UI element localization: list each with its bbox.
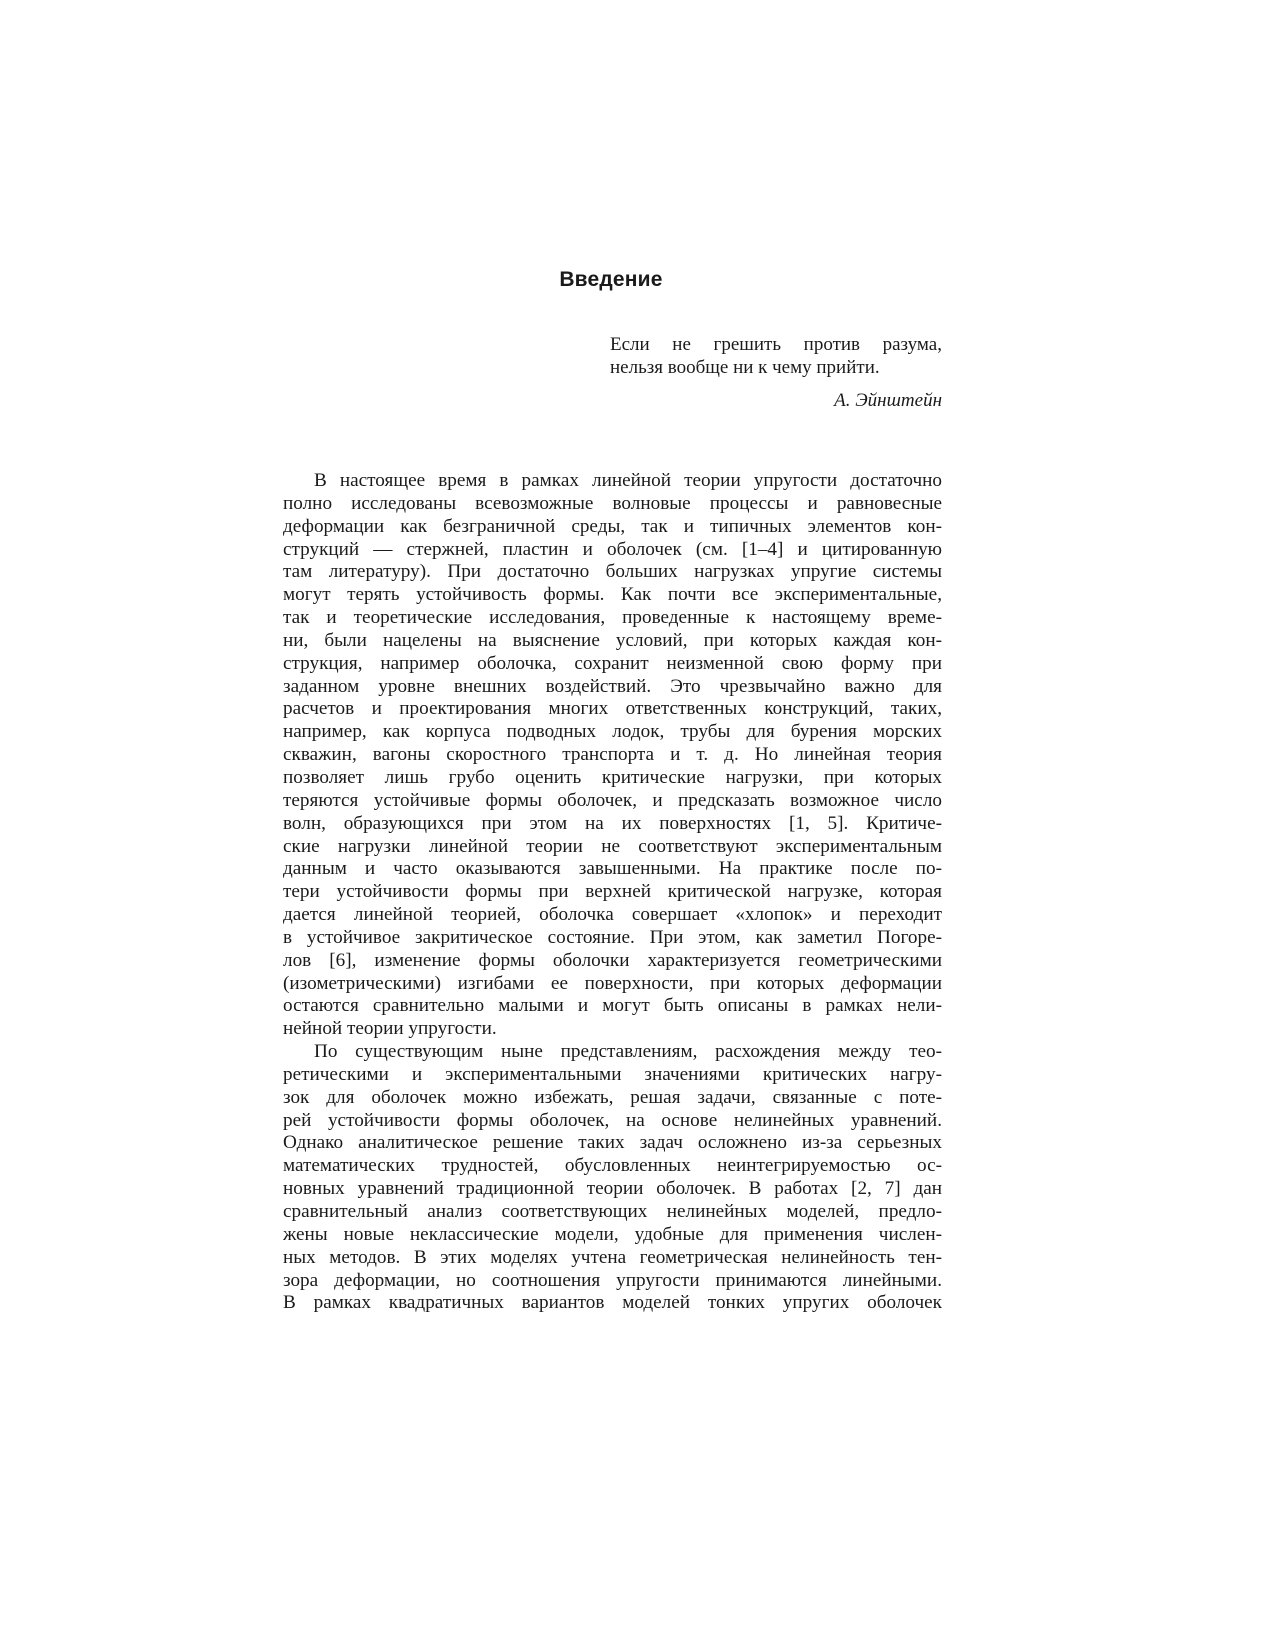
text-line: теряются устойчивые формы оболочек, и предсказать возможное число <box>283 789 942 811</box>
text-line: ни, были нацелены на выяснение условий, при которых каждая кон- <box>283 629 942 651</box>
text-line: расчетов и проектирования многих ответственных конструкций, таких, <box>283 698 942 720</box>
text-line: зок для оболочек можно избежать, решая задачи, связанные с поте- <box>283 1086 942 1108</box>
text-line: Однако аналитическое решение таких задач осложнено из-за серьезных <box>283 1132 942 1154</box>
epigraph-line: нельзя вообще ни к чему прийти. <box>610 356 880 378</box>
text-line: ские нагрузки линейной теории не соответствуют экспериментальным <box>283 835 942 857</box>
text-line: По существующим ныне представлениям, расхождения между тео- <box>314 1041 942 1063</box>
text-line: деформации как безграничной среды, так и типичных элементов кон- <box>283 515 942 537</box>
epigraph-line: Если не грешить против разума, <box>610 334 942 355</box>
text-line: В рамках квадратичных вариантов моделей тонких упругих оболочек <box>283 1292 942 1314</box>
epigraph <box>610 334 942 413</box>
text-line: остаются сравнительно малыми и могут быть описаны в рамках нели- <box>283 995 942 1017</box>
text-line: заданном уровне внешних воздействий. Это чрезвычайно важно для <box>283 675 942 697</box>
text-line: так и теоретические исследования, проведенные к настоящему време- <box>283 607 942 629</box>
epigraph-author: А. Эйнштейн <box>834 390 942 411</box>
text-line: дается линейной теорией, оболочка совершает «хлопок» и переходит <box>283 904 942 926</box>
body-text <box>283 470 942 1315</box>
text-line: жены новые неклассические модели, удобные для применения числен- <box>283 1223 942 1245</box>
text-line: могут терять устойчивость формы. Как почти все экспериментальные, <box>283 584 942 606</box>
text-line: тери устойчивости формы при верхней критической нагрузке, которая <box>283 881 942 903</box>
text-line: лов [6], изменение формы оболочки характеризуется геометрическими <box>283 949 942 971</box>
text-line: позволяет лишь грубо оценить критические нагрузки, при которых <box>283 766 942 788</box>
text-line: зора деформации, но соотношения упругости принимаются линейными. <box>283 1269 942 1291</box>
text-line: (изометрическими) изгибами ее поверхности, при которых деформации <box>283 972 942 994</box>
text-line: волн, образующихся при этом на их поверхностях [1, 5]. Критиче- <box>283 812 942 834</box>
text-line: в устойчивое закритическое состояние. При этом, как заметил Погоре- <box>283 926 942 948</box>
text-line: полно исследованы всевозможные волновые процессы и равновесные <box>283 492 942 514</box>
text-line: рей устойчивости формы оболочек, на основе нелинейных уравнений. <box>283 1109 942 1131</box>
text-line: ретическими и экспериментальными значениями критических нагру- <box>283 1063 942 1085</box>
text-line: струкция, например оболочка, сохранит неизменной свою форму при <box>283 652 942 674</box>
text-line: математических трудностей, обусловленных неинтегрируемостью ос- <box>283 1155 942 1177</box>
text-line: новных уравнений традиционной теории оболочек. В работах [2, 7] дан <box>283 1178 942 1200</box>
text-line: сравнительный анализ соответствующих нелинейных моделей, предло- <box>283 1201 942 1222</box>
chapter-title: Введение <box>559 268 663 291</box>
text-line: струкций — стержней, пластин и оболочек (см. [1–4] и цитированную <box>283 538 942 560</box>
text-line: ных методов. В этих моделях учтена геометрическая нелинейность тен- <box>283 1246 942 1268</box>
text-line: В настоящее время в рамках линейной теории упругости достаточно <box>314 470 942 491</box>
text-line: например, как корпуса подводных лодок, трубы для бурения морских <box>283 721 942 743</box>
text-line: нейной теории упругости. <box>283 1018 497 1040</box>
text-line: скважин, вагоны скоростного транспорта и т. д. Но линейная теория <box>283 744 942 766</box>
text-line: данным и часто оказываются завышенными. На практике после по- <box>283 858 942 880</box>
text-line: там литературу). При достаточно больших нагрузках упругие системы <box>283 561 942 583</box>
